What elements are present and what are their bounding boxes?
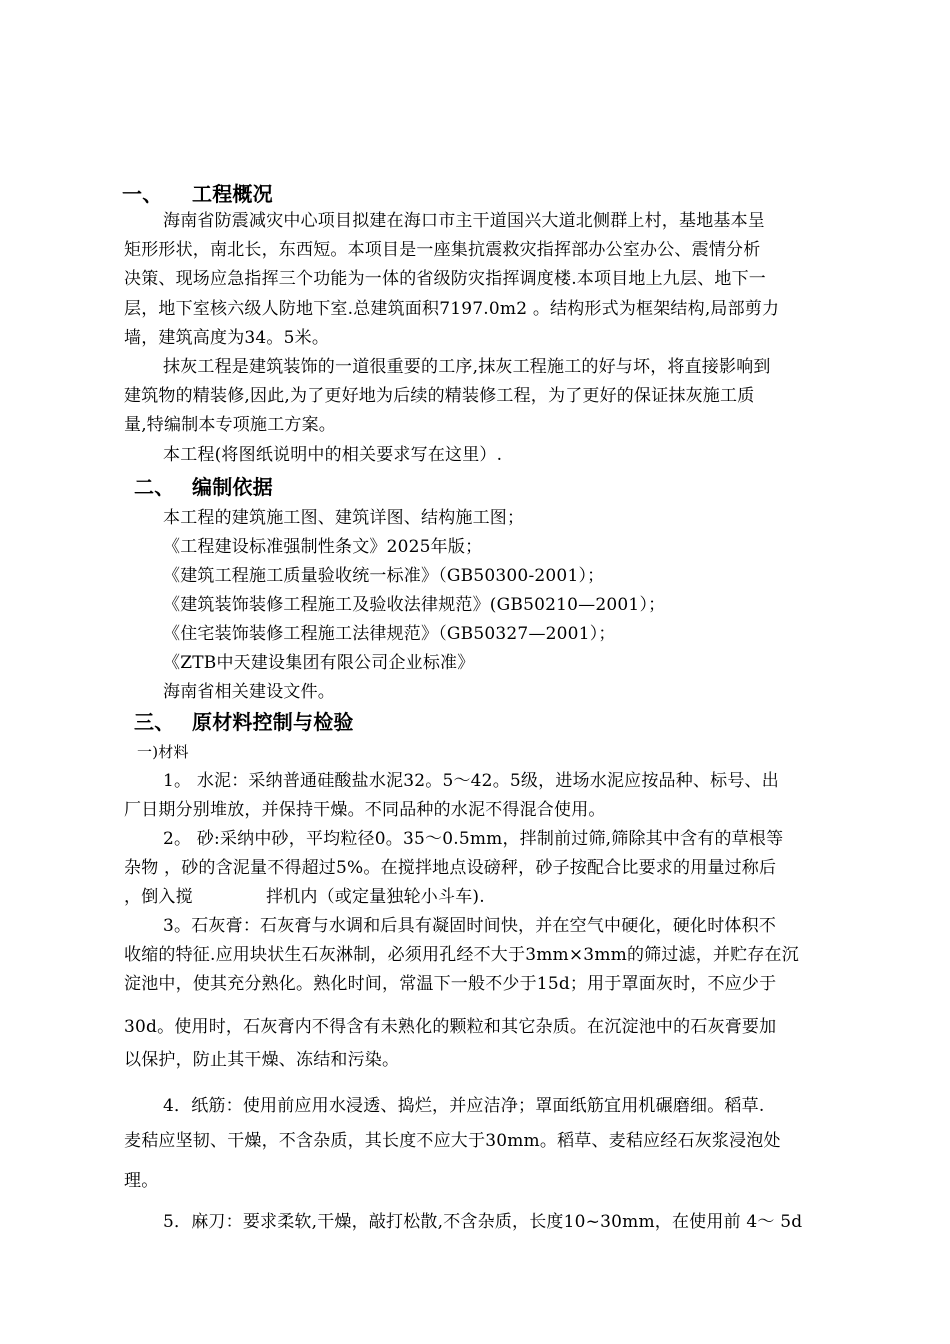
paragraph-line: 理。: [124, 1171, 159, 1191]
paragraph-line: 淀池中，使其充分熟化。熟化时间，常温下一般不少于15d；用于罩面灰时，不应少于: [124, 974, 777, 994]
paragraph-line: 建筑物的精装修,因此,为了更好地为后续的精装修工程，为了更好的保证抹灰施工质: [124, 386, 755, 406]
paragraph-line: 3。石灰膏：石灰膏与水调和后具有凝固时间快，并在空气中硬化，硬化时体积不: [163, 916, 777, 936]
section-3-title: 原材料控制与检验: [192, 710, 354, 734]
reference-line: 海南省相关建设文件。: [163, 682, 335, 702]
paragraph-line: 4．纸筋：使用前应用水浸透、捣烂，并应洁净；罩面纸筋宜用机碾磨细。稻草.: [163, 1096, 765, 1116]
paragraph-line: 海南省防震减灾中心项目拟建在海口市主干道国兴大道北侧群上村，基地基本呈: [163, 211, 765, 231]
section-3-number: 三、: [134, 710, 175, 734]
paragraph-line: 层，地下室核六级人防地下室.总建筑面积7197.0m2 。结构形式为框架结构,局部剪力: [124, 299, 780, 319]
paragraph-line: 麦秸应坚韧、干燥，不含杂质，其长度不应大于30mm。稻草、麦秸应经石灰浆浸泡处: [124, 1131, 781, 1151]
paragraph-line: 1。 水泥：采纳普通硅酸盐水泥32。5～42。5级，进场水泥应按品种、标号、出: [163, 771, 779, 791]
paragraph-line: 抹灰工程是建筑装饰的一道很重要的工序,抹灰工程施工的好与坏，将直接影响到: [163, 357, 771, 377]
reference-line: 《建筑装饰装修工程施工及验收法律规范》(GB50210—2001）；: [163, 595, 666, 615]
section-2-number: 二、: [134, 475, 175, 499]
reference-line: 《住宅装饰装修工程施工法律规范》（GB50327—2001）；: [163, 624, 616, 644]
subsection-label: 一)材料: [137, 743, 189, 761]
paragraph-line: 墙，建筑高度为34。5米。: [124, 328, 330, 348]
paragraph-line: 矩形形状，南北长，东西短。本项目是一座集抗震救灾指挥部办公室办公、震情分析: [124, 240, 761, 260]
reference-line: 本工程的建筑施工图、建筑详图、结构施工图；: [163, 508, 525, 528]
paragraph-line: 30d。使用时，石灰膏内不得含有未熟化的颗粒和其它杂质。在沉淀池中的石灰膏要加: [124, 1017, 777, 1037]
reference-line: 《建筑工程施工质量验收统一标准》（GB50300-2001）；: [163, 566, 605, 586]
paragraph-line: ，倒入搅: [124, 887, 193, 907]
paragraph-line: 决策、现场应急指挥三个功能为一体的省级防灾指挥调度楼.本项目地上九层、地下一: [124, 269, 767, 289]
section-1-title: 工程概况: [192, 182, 273, 206]
section-1-number: 一、: [122, 182, 163, 206]
paragraph-line: 2。 砂:采纳中砂，平均粒径0。35～0.5mm，拌制前过筛,筛除其中含有的草根等: [163, 829, 784, 849]
reference-line: 《ZTB中天建设集团有限公司企业标准》: [163, 653, 475, 673]
paragraph-line: 量,特编制本专项施工方案。: [124, 415, 337, 435]
paragraph-line: 拌机内（或定量独轮小斗车).: [266, 887, 485, 907]
section-3-heading: [134, 709, 354, 735]
paragraph-line: 杂物 ，砂的含泥量不得超过5%。在搅拌地点设磅秤，砂子按配合比要求的用量过称后: [124, 858, 777, 878]
paragraph-line: 本工程(将图纸说明中的相关要求写在这里）.: [163, 445, 503, 465]
reference-line: 《工程建设标准强制性条文》2025年版；: [163, 537, 483, 557]
paragraph-line: 5．麻刀：要求柔软,干燥，敲打松散,不含杂质，长度10~30mm，在使用前 4～ 5d: [163, 1212, 803, 1232]
section-1-heading: [122, 181, 273, 207]
section-2-title: 编制依据: [192, 475, 273, 499]
paragraph-line: 以保护，防止其干燥、冻结和污染。: [124, 1050, 400, 1070]
paragraph-line: 厂日期分别堆放，并保持干燥。不同品种的水泥不得混合使用。: [124, 800, 606, 820]
paragraph-line: 收缩的特征.应用块状生石灰淋制，必须用孔经不大于3mm×3mm的筛过滤，并贮存在沉: [124, 945, 799, 965]
section-2-heading: [134, 474, 273, 500]
